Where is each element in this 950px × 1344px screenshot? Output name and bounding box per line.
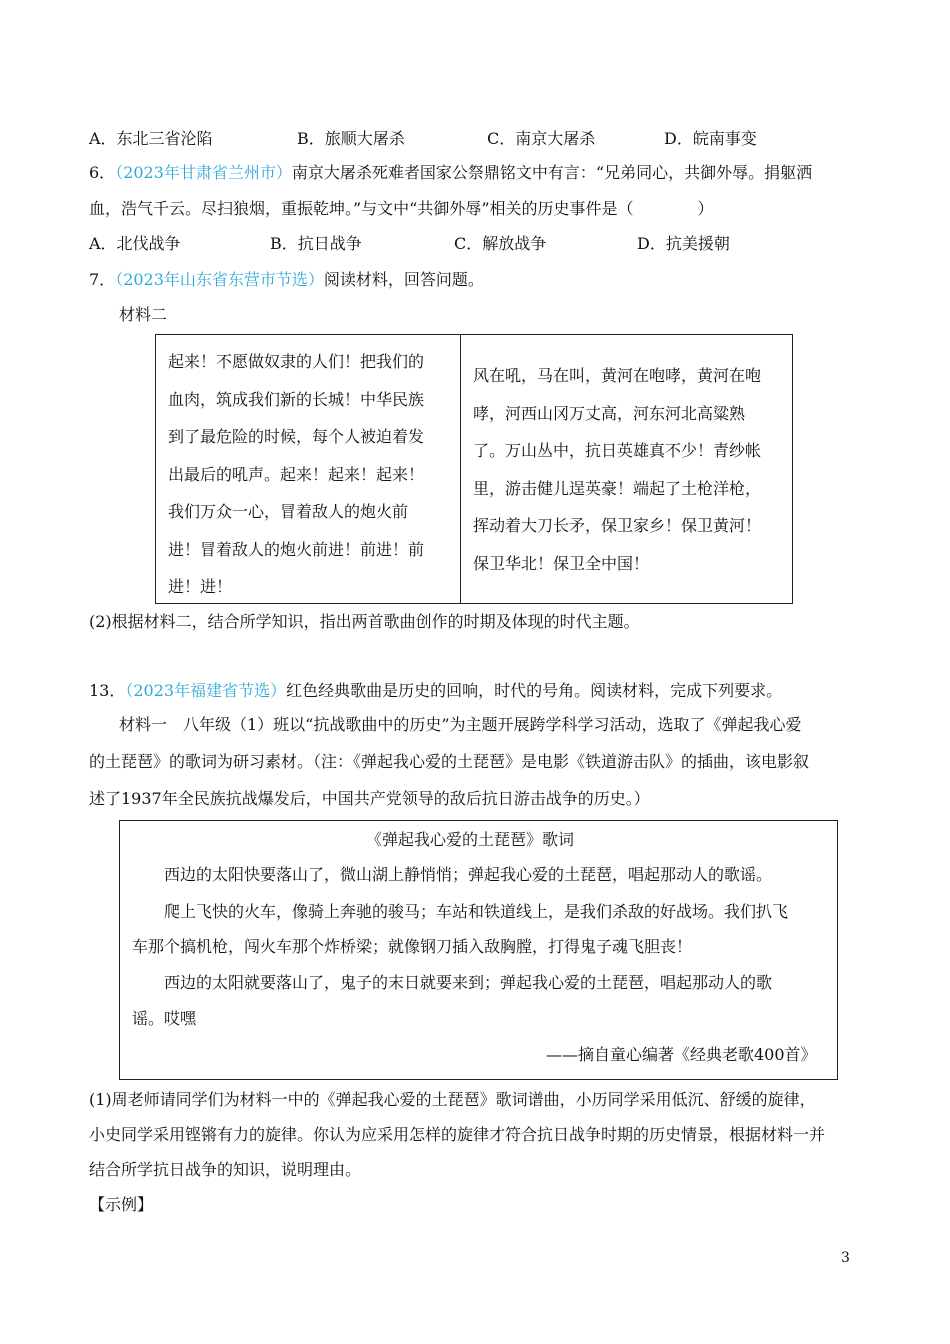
song-line: 保卫华北！保卫全中国！ [473,553,650,573]
q5-option-b: B．旅顺大屠杀 [297,129,405,148]
lyrics-source: ——摘自童心编著《经典老歌400首》 [546,1045,817,1064]
song-line: 进！冒着敌人的炮火前进！前进！前 [168,539,425,559]
song-line: 我们万众一心，冒着敌人的炮火前 [168,502,409,521]
lyrics-title: 《弹起我心爱的土琵琶》歌词 [366,830,575,849]
q7-stem [89,268,484,292]
q6-stem-line2: 血，浩气千云。尽扫狼烟，重振乾坤。”与文中“共御外辱”相关的历史事件是（ ） [89,199,714,218]
q6-option-a: A．北伐战争 [89,234,181,253]
song-line: 风在吼，马在叫，黄河在咆哮，黄河在咆 [473,366,762,385]
q13-material1-line3: 述了1937年全民族抗战爆发后，中国共产党领导的敌后抗日游击战争的历史。） [89,789,650,808]
song-cell-yellow-river [461,335,792,603]
q6-text-1: 南京大屠杀死难者国家公祭鼎铭文中有言：“兄弟同心，共御外辱。捐躯洒 [291,163,813,182]
song-line: 出最后的吼声。起来！起来！起来！ [168,464,425,484]
q7-subquestion-2: (2)根据材料二，结合所学知识，指出两首歌曲创作的时期及体现的时代主题。 [89,612,640,631]
q13-subquestion-1-line2: 小史同学采用铿锵有力的旋律。你认为应采用怎样的旋律才符合抗日战争时期的历史情景，根据材料一并 [89,1125,826,1144]
song-line: 起来！不愿做奴隶的人们！把我们的 [168,352,425,371]
q7-source: （2023年山东省东营市节选） [115,270,324,289]
q13-material1-line2: 的土琵琶》的歌词为研习素材。（注：《弹起我心爱的土琵琶》是电影《铁道游击队》的插曲，该电影叙 [89,752,810,771]
q6-stem-line1 [89,161,812,185]
q13-number: 13． [89,681,126,700]
song-line: 里，游击健儿逞英豪！端起了土枪洋枪， [473,478,762,498]
song-line: 了。万山丛中，抗日英雄真不少！青纱帐 [473,441,762,460]
lyrics-line: 西边的太阳快要落山了，微山湖上静悄悄；弹起我心爱的土琵琶，唱起那动人的歌谣。 [164,865,773,884]
q13-subquestion-1-line1: (1)周老师请同学们为材料一中的《弹起我心爱的土琵琶》歌词谱曲，小历同学采用低沉、舒缓的旋律， [89,1090,816,1109]
song-line: 血肉，筑成我们新的长城！中华民族 [168,389,425,409]
q6-option-b: B．抗日战争 [270,234,362,253]
q13-subquestion-1-line3: 结合所学抗日战争的知识，说明理由。 [89,1160,362,1179]
example-label: 【示例】 [89,1195,154,1214]
q13-text: 红色经典歌曲是历史的回响，时代的号角。阅读材料，完成下列要求。 [286,681,783,700]
q5-option-a: A．东北三省沦陷 [89,129,213,148]
song-cell-march [156,335,461,603]
q13-material1-line1: 材料一 八年级（1）班以“抗战歌曲中的历史”为主题开展跨学科学习活动，选取了《弹起我心爱 [119,715,802,734]
song-line: 哮，河西山冈万丈高，河东河北高粱熟 [473,403,746,423]
song-line: 进！进！ [168,577,233,596]
q6-option-d: D．抗美援朝 [637,234,730,253]
lyrics-line: 西边的太阳就要落山了，鬼子的末日就要来到；弹起我心爱的土琵琶，唱起那动人的歌 [164,973,773,992]
q5-option-c: C．南京大屠杀 [487,129,596,148]
q6-source: （2023年甘肃省兰州市） [115,163,292,182]
q13-stem [89,679,782,703]
q13-source: （2023年福建省节选） [125,681,287,700]
q7-material-label: 材料二 [119,305,168,324]
song-line: 到了最危险的时候，每个人被迫着发 [168,427,425,446]
page-number: 3 [841,1250,850,1266]
lyrics-box [119,820,838,1080]
lyrics-line: 谣。哎嘿 [132,1009,197,1028]
songs-table [155,334,793,604]
lyrics-line: 车那个搞机枪，闯火车那个炸桥梁；就像钢刀插入敌胸膛，打得鬼子魂飞胆丧！ [132,937,693,956]
lyrics-line: 爬上飞快的火车，像骑上奔驰的骏马；车站和铁道线上，是我们杀敌的好战场。我们扒飞 [164,902,789,921]
q6-number: 6． [89,163,116,182]
q5-option-d: D．皖南事变 [664,129,757,148]
q6-option-c: C．解放战争 [454,234,547,253]
song-line: 挥动着大刀长矛，保卫家乡！保卫黄河！ [473,516,762,535]
q7-number: 7． [89,270,116,289]
q7-text: 阅读材料，回答问题。 [323,270,484,289]
